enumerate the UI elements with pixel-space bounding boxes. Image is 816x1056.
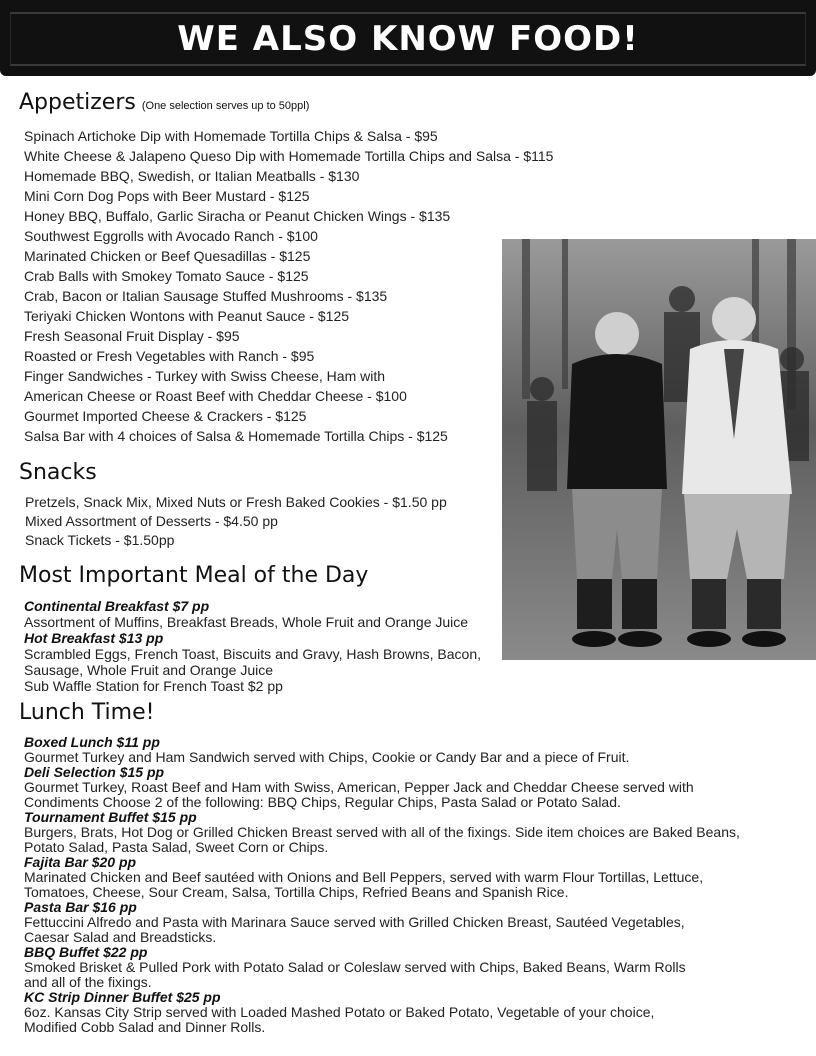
appetizers-note: (One selection serves up to 50ppl) xyxy=(141,100,310,112)
photo-illustration xyxy=(502,239,816,660)
list-item: Homemade BBQ, Swedish, or Italian Meatballs - $130 xyxy=(24,168,360,184)
list-item: American Cheese or Roast Beef with Cheddar Cheese - $100 xyxy=(24,388,407,404)
list-item: Salsa Bar with 4 choices of Salsa & Homemade Tortilla Chips - $125 xyxy=(24,428,448,444)
lunch-item-desc: Burgers, Brats, Hot Dog or Grilled Chicken Breast served with all of the fixings. Side item choices are Baked Beans, xyxy=(24,824,740,840)
lunch-item-desc: Modified Cobb Salad and Dinner Rolls. xyxy=(24,1019,266,1035)
list-item: Gourmet Imported Cheese & Crackers - $125 xyxy=(24,408,307,424)
list-item: Crab Balls with Smokey Tomato Sauce - $125 xyxy=(24,268,309,284)
list-item: Mini Corn Dog Pops with Beer Mustard - $125 xyxy=(24,188,310,204)
waffle-station-note: Sub Waffle Station for French Toast $2 pp xyxy=(24,678,283,694)
list-item: Southwest Eggrolls with Avocado Ranch - $100 xyxy=(24,228,318,244)
list-item: Spinach Artichoke Dip with Homemade Tortilla Chips & Salsa - $95 xyxy=(24,128,438,144)
list-item: Finger Sandwiches - Turkey with Swiss Cheese, Ham with xyxy=(24,368,386,384)
lunch-section xyxy=(24,735,740,1035)
list-item: Fresh Seasonal Fruit Display - $95 xyxy=(24,328,240,344)
lunch-item-desc: Tomatoes, Cheese, Sour Cream, Salsa, Tortilla Chips, Refried Beans and Spanish Rice. xyxy=(24,884,569,900)
lunch-item-title: Boxed Lunch $11 pp xyxy=(24,734,160,750)
list-item: White Cheese & Jalapeno Queso Dip with Homemade Tortilla Chips and Salsa - $115 xyxy=(24,148,554,164)
lunch-item-desc: Gourmet Turkey, Roast Beef and Ham with Swiss, American, Pepper Jack and Cheddar Cheese served with xyxy=(24,779,694,795)
breakfast-heading: Most Important Meal of the Day xyxy=(19,563,369,588)
snacks-heading: Snacks xyxy=(19,460,97,485)
snacks-list xyxy=(25,493,447,550)
page-title: WE ALSO KNOW FOOD! xyxy=(177,19,639,59)
list-item: Snack Tickets - $1.50pp xyxy=(25,532,175,548)
breakfast-section xyxy=(24,598,481,694)
list-item: Roasted or Fresh Vegetables with Ranch - $95 xyxy=(24,348,315,364)
lunch-item-desc: and all of the fixings. xyxy=(24,974,152,990)
list-item: Mixed Assortment of Desserts - $4.50 pp xyxy=(25,513,278,529)
list-item: Crab, Bacon or Italian Sausage Stuffed Mushrooms - $135 xyxy=(24,288,388,304)
hot-breakfast-desc-line-2: Sausage, Whole Fruit and Orange Juice xyxy=(24,662,274,678)
lunch-item-title: Tournament Buffet $15 pp xyxy=(24,809,197,825)
lunch-item-title: Deli Selection $15 pp xyxy=(24,764,165,780)
header-banner xyxy=(0,0,816,76)
lunch-item-desc: Gourmet Turkey and Ham Sandwich served with Chips, Cookie or Candy Bar and a piece of Fruit. xyxy=(24,749,630,765)
continental-breakfast-title: Continental Breakfast $7 pp xyxy=(24,598,210,614)
continental-breakfast-desc: Assortment of Muffins, Breakfast Breads, Whole Fruit and Orange Juice xyxy=(24,614,469,630)
appetizers-heading xyxy=(19,90,309,115)
hot-breakfast-title: Hot Breakfast $13 pp xyxy=(24,630,164,646)
list-item: Teriyaki Chicken Wontons with Peanut Sauce - $125 xyxy=(24,308,350,324)
hot-breakfast-desc-line-1: Scrambled Eggs, French Toast, Biscuits and Gravy, Hash Browns, Bacon, xyxy=(24,646,482,662)
golfers-photo xyxy=(502,239,816,660)
lunch-item-title: Pasta Bar $16 pp xyxy=(24,899,137,915)
lunch-item-desc: Potato Salad, Pasta Salad, Sweet Corn or Chips. xyxy=(24,839,329,855)
lunch-item-desc: Condiments Choose 2 of the following: BBQ Chips, Regular Chips, Pasta Salad or Potato Salad. xyxy=(24,794,621,810)
lunch-item-desc: Caesar Salad and Breadsticks. xyxy=(24,929,217,945)
lunch-item-title: KC Strip Dinner Buffet $25 pp xyxy=(24,989,221,1005)
lunch-item-desc: Fettuccini Alfredo and Pasta with Marinara Sauce served with Grilled Chicken Breast, Sautéed Vegetables, xyxy=(24,914,685,930)
list-item: Pretzels, Snack Mix, Mixed Nuts or Fresh Baked Cookies - $1.50 pp xyxy=(25,494,447,510)
lunch-item-desc: Smoked Brisket & Pulled Pork with Potato Salad or Coleslaw served with Chips, Baked Beans, Warm Rolls xyxy=(24,959,686,975)
lunch-item-desc: Marinated Chicken and Beef sautéed with Onions and Bell Peppers, served with warm Flour Tortillas, Lettuce, xyxy=(24,869,704,885)
list-item: Honey BBQ, Buffalo, Garlic Siracha or Peanut Chicken Wings - $135 xyxy=(24,208,451,224)
banner-frame xyxy=(10,12,806,66)
lunch-item-desc: 6oz. Kansas City Strip served with Loaded Mashed Potato or Baked Potato, Vegetable of your choice, xyxy=(24,1004,655,1020)
appetizers-title: Appetizers xyxy=(19,90,136,115)
lunch-heading: Lunch Time! xyxy=(19,700,155,725)
lunch-item-title: BBQ Buffet $22 pp xyxy=(24,944,148,960)
list-item: Marinated Chicken or Beef Quesadillas - $125 xyxy=(24,248,311,264)
appetizers-list xyxy=(24,126,553,446)
lunch-item-title: Fajita Bar $20 pp xyxy=(24,854,137,870)
